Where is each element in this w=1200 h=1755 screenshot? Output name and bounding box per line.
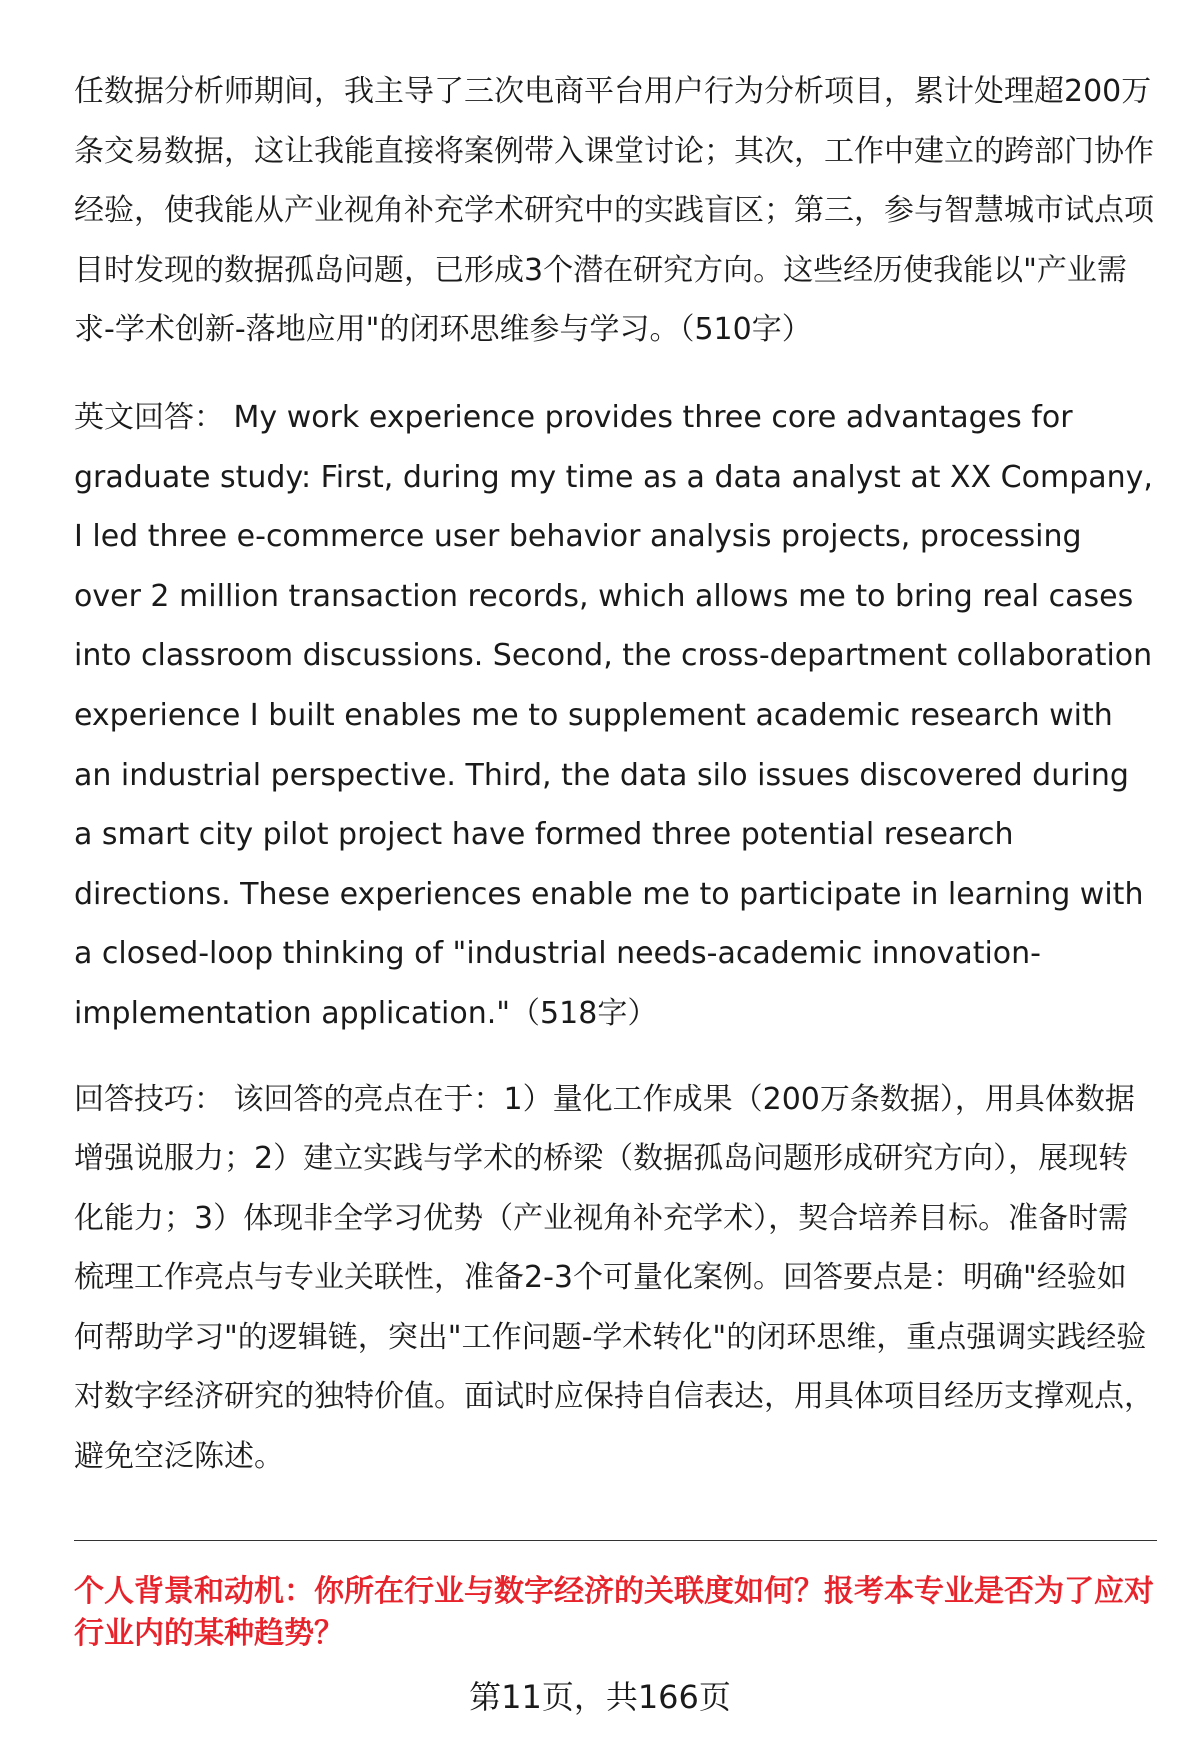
paragraph-spacer [74,1044,1156,1070]
answer-tips-paragraph: 回答技巧： 该回答的亮点在于：1）量化工作成果（200万条数据），用具体数据增强说服力；2）建立实践与学术的桥梁（数据孤岛问题形成研究方向），展现转化能力；3）体现非全学习优势（产业视角补充学术），契合培养目标。准备时需梳理工作亮点与专业关联性，准备2-3个可量化案例。回答要点是：明确"经验如何帮助学习"的逻辑链，突出"工作问题-学术转化"的闭环思维，重点强调实践经验对数字经济研究的独特价值。面试时应保持自信表达，用具体项目经历支撑观点，避免空泛陈述。 [74,1081,1154,1475]
section-divider [74,1540,1157,1541]
question-heading: 个人背景和动机：你所在行业与数字经济的关联度如何？报考本专业是否为了应对行业内的某种趋势？ [74,1574,1154,1651]
document-body [74,62,1156,1487]
answer-chinese-paragraph: 任数据分析师期间，我主导了三次电商平台用户行为分析项目，累计处理超200万条交易数据，这让我能直接将案例带入课堂讨论；其次，工作中建立的跨部门协作经验，使我能从产业视角补充学术研究中的实践盲区；第三，参与智慧城市试点项目时发现的数据孤岛问题，已形成3个潜在研究方向。这些经历使我能以"产业需求-学术创新-落地应用"的闭环思维参与学习。（510字） [74,74,1154,348]
answer-english-paragraph: 英文回答： My work experience provides three core advantages for graduate study: First, during my time as a data analyst at XX Company, I led three e-commerce user behavior analysis projects, processing over 2 million transaction records, which allows me to bring real cases into classroom discussions. Second, the cross-department collaboration experience I built enables me to supplement academic research with an industrial perspective. Third, the data silo issues discovered during a smart city pilot project have formed three potential research directions. These experiences enable me to participate in learning with a closed-loop thinking of "industrial needs-academic innovation-implementation application."（518字） [74,399,1153,1031]
paragraph-spacer [74,360,1156,388]
page-number: 第11页，共166页 [469,1678,731,1716]
